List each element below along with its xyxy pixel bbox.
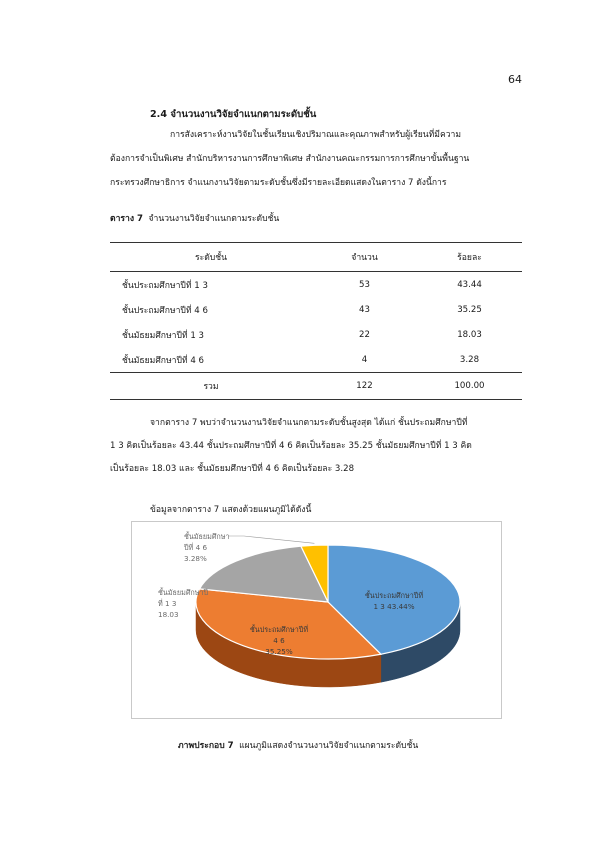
cell-count: 43 bbox=[359, 304, 370, 315]
table-row bbox=[110, 297, 522, 322]
cell-count: 4 bbox=[361, 354, 368, 365]
intro-line-2: ต้องการจำเป็นพิเศษ สำนักบริหารงานการศึกษาพิเศษ สำนักงานคณะกรรมการการศึกษาขั้นพื้นฐาน bbox=[110, 154, 470, 164]
table-row bbox=[110, 272, 522, 298]
intro-line-3: กระทรวงศึกษาธิการ จำแนกงานวิจัยตามระดับชั้นซึ่งมีรายละเอียดแสดงในตาราง 7 ดังนี้การ bbox=[110, 178, 447, 188]
pie-data-label-1: ชั้นประถมศึกษาปีที่ 1 3 43.44% bbox=[364, 591, 424, 611]
pie-data-label-2: ชั้นประถมศึกษาปีที่ 4 6 35.25% bbox=[249, 625, 309, 656]
table-total-row bbox=[110, 373, 522, 400]
figure-caption-label: ภาพประกอบ 7 bbox=[178, 741, 234, 751]
cell-level: ชั้นมัธยมศึกษาปีที่ 4 6 bbox=[122, 355, 204, 366]
table-caption bbox=[110, 211, 279, 225]
cell-total-label: รวม bbox=[110, 373, 312, 400]
cell-total-percent: 100.00 bbox=[417, 373, 522, 400]
table-row bbox=[110, 347, 522, 373]
analysis-line-2: 1 3 คิดเป็นร้อยละ 43.44 ชั้นประถมศึกษาปีที่ 4 6 คิดเป็นร้อยละ 35.25 ชั้นมัธยมศึกษาปีที่ 1 3 คิด bbox=[110, 441, 472, 451]
pie-chart-frame bbox=[131, 521, 502, 719]
cell-percent: 43.44 bbox=[457, 279, 482, 290]
table-caption-text: จำนวนงานวิจัยจำแนกตามระดับชั้น bbox=[148, 214, 280, 224]
page-number: 64 bbox=[508, 73, 522, 86]
table-header-row bbox=[110, 243, 522, 272]
chart-intro: ข้อมูลจากตาราง 7 แสดงด้วยแผนภูมิได้ดังนี้ bbox=[150, 505, 312, 515]
header-level: ระดับชั้น bbox=[110, 243, 312, 272]
header-percent: ร้อยละ bbox=[417, 243, 522, 272]
intro-line-1: การสังเคราะห์งานวิจัยในชั้นเรียนเชิงปริมาณและคุณภาพสำหรับผู้เรียนที่มีความ bbox=[170, 130, 462, 140]
cell-count: 53 bbox=[359, 279, 370, 290]
cell-percent: 3.28 bbox=[459, 354, 480, 365]
section-title: 2.4 จำนวนงานวิจัยจำแนกตามระดับชั้น bbox=[150, 109, 317, 120]
figure-caption-text: แผนภูมิแสดงจำนวนงานวิจัยจำแนกตามระดับชั้น bbox=[239, 741, 419, 751]
research-level-table bbox=[110, 242, 522, 400]
cell-count: 22 bbox=[359, 329, 370, 340]
pie-data-label-3: ชั้นมัธยมศึกษาปีที่ 1 3 18.03 bbox=[158, 588, 209, 619]
cell-total-count: 122 bbox=[312, 373, 417, 400]
analysis-line-1: จากตาราง 7 พบว่าจำนวนงานวิจัยจำแนกตามระดับชั้นสูงสุด ได้แก่ ชั้นประถมศึกษาปีที่ bbox=[150, 418, 468, 428]
figure-caption bbox=[178, 738, 418, 752]
cell-percent: 18.03 bbox=[457, 329, 482, 340]
table-caption-label: ตาราง 7 bbox=[110, 214, 144, 224]
table-row bbox=[110, 322, 522, 347]
analysis-line-3: เป็นร้อยละ 18.03 และ ชั้นมัธยมศึกษาปีที่ 4 6 คิดเป็นร้อยละ 3.28 bbox=[110, 464, 355, 474]
cell-level: ชั้นประถมศึกษาปีที่ 4 6 bbox=[122, 305, 208, 316]
cell-level: ชั้นมัธยมศึกษาปีที่ 1 3 bbox=[122, 330, 204, 341]
pie-chart bbox=[132, 522, 501, 718]
cell-level: ชั้นประถมศึกษาปีที่ 1 3 bbox=[122, 280, 208, 291]
pie-leader-line bbox=[228, 536, 314, 543]
pie-data-label-4: ชั้นมัธยมศึกษาปีที่ 4 6 3.28% bbox=[184, 532, 230, 563]
header-count: จำนวน bbox=[312, 243, 417, 272]
cell-percent: 35.25 bbox=[457, 304, 482, 315]
